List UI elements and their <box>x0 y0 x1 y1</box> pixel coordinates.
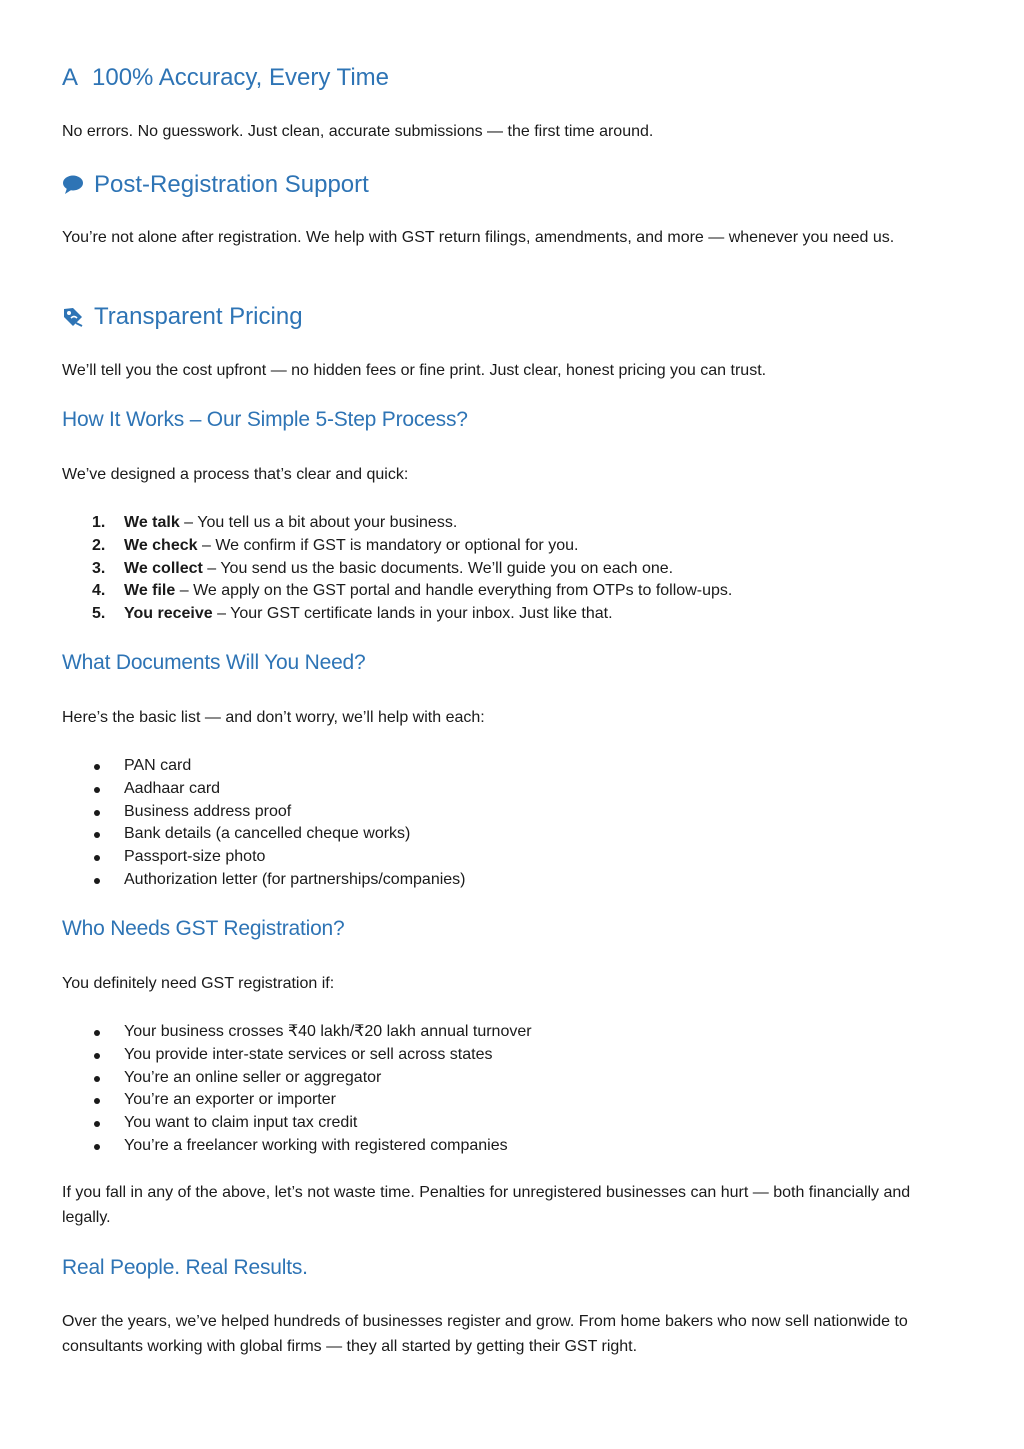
list-item: Your business crosses ₹40 lakh/₹20 lakh annual turnover <box>62 1021 962 1044</box>
steps-list <box>62 512 962 626</box>
list-item: 5. You receive – Your GST certificate lands in your inbox. Just like that. <box>92 605 613 623</box>
section-outro: If you fall in any of the above, let’s not waste time. Penalties for unregistered businesses can hurt — both financially and legally. <box>62 1184 911 1226</box>
feature-heading-accuracy <box>62 64 962 92</box>
list-item: You want to claim input tax credit <box>62 1112 962 1135</box>
bullet-icon <box>94 810 100 816</box>
list-item: PAN card <box>62 755 962 778</box>
feature-title: Post-Registration Support <box>94 171 369 198</box>
bullet-icon <box>94 855 100 861</box>
list-item: You’re an exporter or importer <box>62 1089 962 1112</box>
feature-body: We’ll tell you the cost upfront — no hidden fees or fine print. Just clear, honest pricing you can trust. <box>62 362 767 379</box>
section-intro: We’ve designed a process that’s clear and quick: <box>62 466 409 483</box>
list-item: Bank details (a cancelled cheque works) <box>62 823 962 846</box>
feature-body: No errors. No guesswork. Just clean, accurate submissions — the first time around. <box>62 123 654 140</box>
section-heading-documents: What Documents Will You Need? <box>62 651 366 674</box>
bullet-icon <box>94 1053 100 1059</box>
section-body: Over the years, we’ve helped hundreds of businesses register and grow. From home bakers who now sell nationwide to consultants working with global firms — they all started by getting their GST right. <box>62 1313 908 1355</box>
feature-body: You’re not alone after registration. We help with GST return filings, amendments, and more — whenever you need us. <box>62 229 895 246</box>
list-item: Business address proof <box>62 801 962 824</box>
list-item: You’re an online seller or aggregator <box>62 1067 962 1090</box>
documents-list <box>62 755 962 892</box>
section-intro: You definitely need GST registration if: <box>62 975 335 992</box>
price-tag-icon <box>62 306 84 328</box>
bullet-icon <box>94 1030 100 1036</box>
section-intro: Here’s the basic list — and don’t worry, we’ll help with each: <box>62 709 485 726</box>
list-item: You provide inter-state services or sell across states <box>62 1044 962 1067</box>
section-heading-results: Real People. Real Results. <box>62 1256 308 1279</box>
who-needs-list <box>62 1021 962 1158</box>
list-item: Aadhaar card <box>62 778 962 801</box>
section-heading-how-it-works: How It Works – Our Simple 5-Step Process? <box>62 408 468 431</box>
speech-bubble-icon <box>62 174 84 196</box>
feature-heading-pricing <box>62 303 962 331</box>
bullet-icon <box>94 1098 100 1104</box>
bullet-icon <box>94 1144 100 1150</box>
feature-heading-support <box>62 171 962 199</box>
list-item: 2. We check – We confirm if GST is mandatory or optional for you. <box>92 536 579 554</box>
bullet-icon <box>94 764 100 770</box>
bullet-icon <box>94 832 100 838</box>
list-item: You’re a freelancer working with registered companies <box>62 1135 962 1158</box>
list-item: 4. We file – We apply on the GST portal and handle everything from OTPs to follow-ups. <box>92 582 733 600</box>
list-item: Authorization letter (for partnerships/companies) <box>62 869 962 892</box>
bullet-icon <box>94 1121 100 1127</box>
bullet-icon <box>94 878 100 884</box>
list-item: 1. We talk – You tell us a bit about your business. <box>92 514 458 531</box>
bullet-icon <box>94 787 100 793</box>
feature-title: 100% Accuracy, Every Time <box>92 64 389 91</box>
feature-title: Transparent Pricing <box>94 303 303 330</box>
section-heading-who-needs: Who Needs GST Registration? <box>62 917 345 940</box>
list-item: Passport-size photo <box>62 846 962 869</box>
letter-a-icon: A <box>62 64 79 91</box>
bullet-icon <box>94 1076 100 1082</box>
list-item: 3. We collect – You send us the basic documents. We’ll guide you on each one. <box>92 559 674 577</box>
